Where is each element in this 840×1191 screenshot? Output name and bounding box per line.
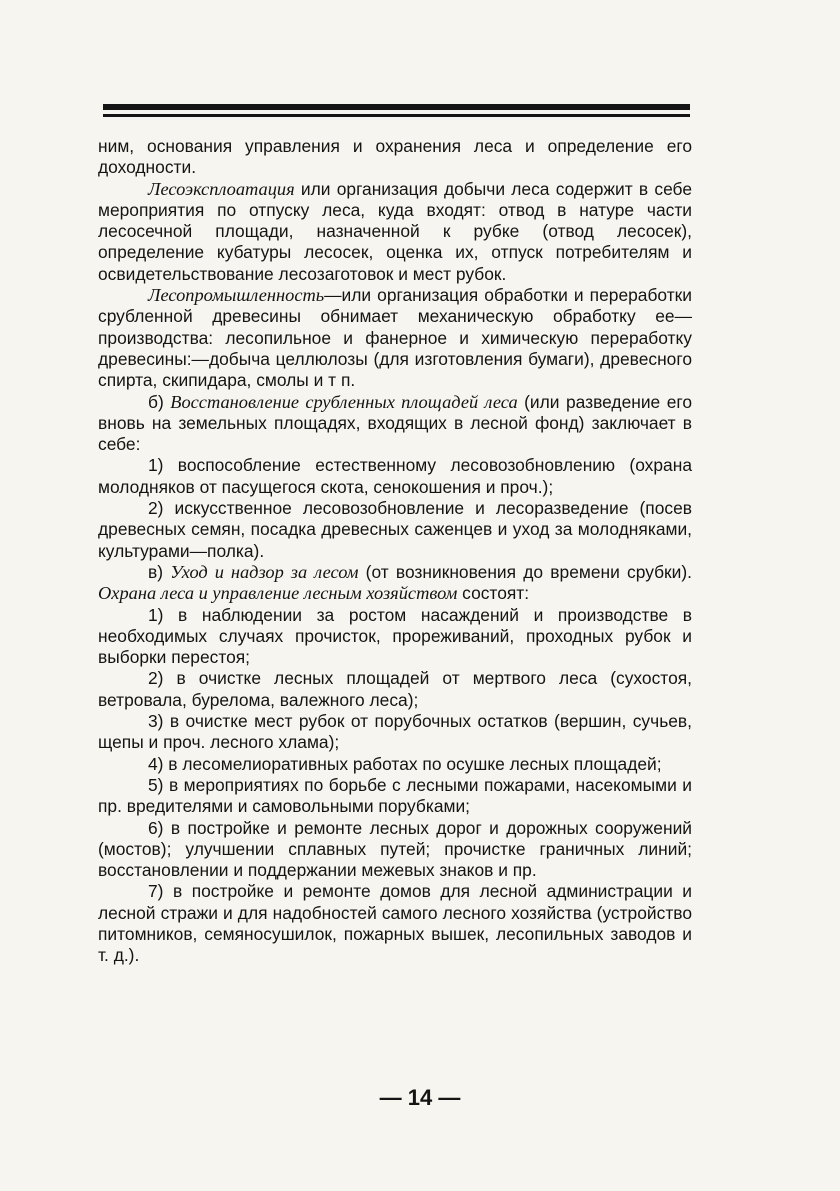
paragraph-lesopromyshlennost: Лесопромышленность—или организация обработки и переработки срубленной древесины обнимает механическую обработку ее—производства: лесопильное и фанерное и химическую переработку древесины:—добыча целлюлозы (для изготовления бумаги), древесного спирта, скипидара, смолы и т п. <box>98 285 692 391</box>
page-number: — 14 — <box>379 1085 461 1110</box>
term-okhrana: Охрана леса и управление лесным хозяйством <box>98 583 458 604</box>
header-rule-thick <box>103 104 690 110</box>
list-item: 5) в мероприятиях по борьбе с лесными пожарами, насекомыми и пр. вредителями и самовольными порубками; <box>98 774 692 817</box>
list-item: 2) в очистке лесных площадей от мертвого леса (сухостоя, ветровала, бурелома, валежного леса); <box>98 668 692 710</box>
list-item: 4) в лесомелиоративных работах по осушке лесных площадей; <box>148 753 662 774</box>
paragraph-continuation: ним, основания управления и охранения леса и определение его доходности. <box>98 136 692 178</box>
list-item: 1) воспособление естественному лесовозобновлению (охрана молодняков от пасущегося скота, сенокошения и проч.); <box>98 455 692 497</box>
term-lesopromyshlennost: Лесопромышленность <box>148 285 325 306</box>
paragraph-lesoekspluatatsiya: Лесоэксплоатация или организация добычи леса содержит в себе мероприятия по отпуску леса, куда входят: отвод в натуре части лесосечной площади, назначенной к рубке (отвод лесосек), определение кубатуры лесосек, оценка их, отпуск потребителям и освидетельствование лесозаготовок и мест рубок. <box>98 178 692 284</box>
list-item: 2) искусственное лесовозобновление и лесоразведение (посев древесных семян, посадка древесных саженцев и уход за молодняками, культурами—полка). <box>98 498 692 561</box>
term-ukhod: Уход и надзор за лесом <box>170 561 359 582</box>
term-lesoekspluatatsiya: Лесоэксплоатация <box>148 178 295 199</box>
body-text <box>98 136 692 967</box>
paragraph-vosstanovlenie: б) Восстановление срубленных площадей леса (или разведение его вновь на земельных площадях, входящих в лесной фонд) заключает в себе: <box>98 391 692 455</box>
list-item: 6) в постройке и ремонте лесных дорог и дорожных сооружений (мостов); улучшении сплавных путей; прочистке граничных линий; восстановлении и поддержании межевых знаков и пр. <box>98 817 692 881</box>
term-vosstanovlenie: Восстановление срубленных площадей леса <box>170 391 518 412</box>
list-item: 3) в очистке мест рубок от порубочных остатков (вершин, сучьев, щепы и проч. лесного хлама); <box>98 711 692 753</box>
list-item: 1) в наблюдении за ростом насаждений и производстве в необходимых случаях прочисток, прореживаний, проходных рубок и выборки перестоя; <box>98 604 692 668</box>
header-rule-thin <box>103 114 690 117</box>
paragraph-ukhod: в) Уход и надзор за лесом (от возникновения до времени срубки). Охрана леса и управление лесным хозяйством состоят: <box>98 561 692 604</box>
list-item: 7) в постройке и ремонте домов для лесной администрации и лесной стражи и для надобностей самого лесного хозяйства (устройство питомников, семяносушилок, пожарных вышек, лесопильных заводов и т. д.). <box>98 881 692 966</box>
